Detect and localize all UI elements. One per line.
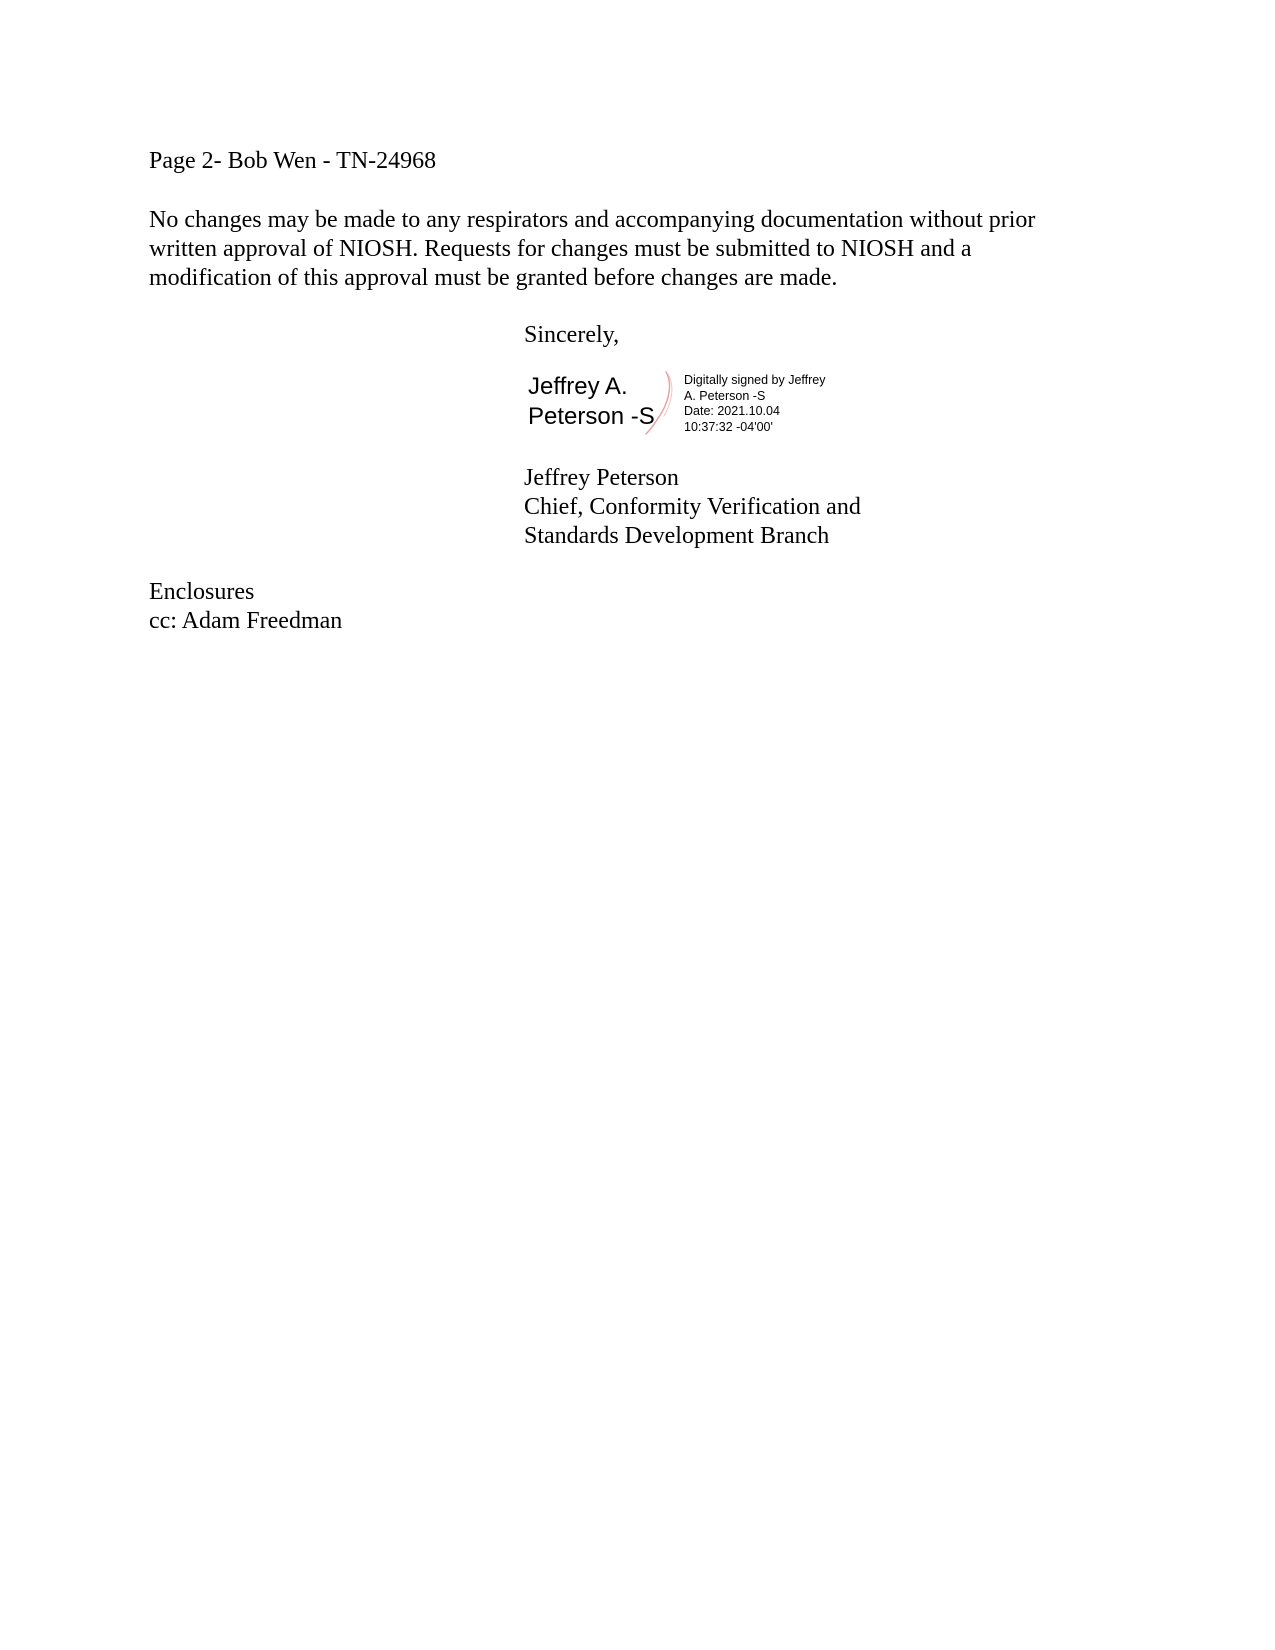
body-line-1: No changes may be made to any respirators and accompanying documentation without prior	[149, 207, 1036, 233]
closing-salutation: Sincerely,	[524, 322, 620, 348]
signature-name-line-2: Peterson -S	[528, 403, 655, 430]
signature-detail-line-1: Digitally signed by Jeffrey	[684, 373, 826, 387]
body-line-2: written approval of NIOSH. Requests for changes must be submitted to NIOSH and a	[149, 236, 972, 262]
cc-line: cc: Adam Freedman	[149, 608, 343, 634]
signer-name: Jeffrey Peterson	[524, 465, 679, 491]
enclosures-label: Enclosures	[149, 579, 255, 605]
signer-title-line-2: Standards Development Branch	[524, 523, 830, 549]
page-reference-header: Page 2- Bob Wen - TN-24968	[149, 148, 437, 174]
signature-detail-line-4: 10:37:32 -04'00'	[684, 419, 773, 434]
signature-mark-icon	[642, 370, 682, 436]
enclosures-block	[149, 578, 342, 636]
body-paragraph	[149, 206, 1035, 293]
body-line-3: modification of this approval must be granted before changes are made.	[149, 265, 838, 291]
signature-detail-line-2: A. Peterson -S	[684, 388, 766, 403]
signer-title-line-1: Chief, Conformity Verification and	[524, 494, 861, 520]
signature-name-line-1: Jeffrey A.	[528, 373, 628, 400]
signature-detail-line-3: Date: 2021.10.04	[684, 404, 780, 418]
signer-block	[524, 464, 861, 551]
signature-name	[528, 372, 655, 432]
signature-details	[684, 373, 826, 435]
digital-signature-block	[524, 372, 844, 442]
